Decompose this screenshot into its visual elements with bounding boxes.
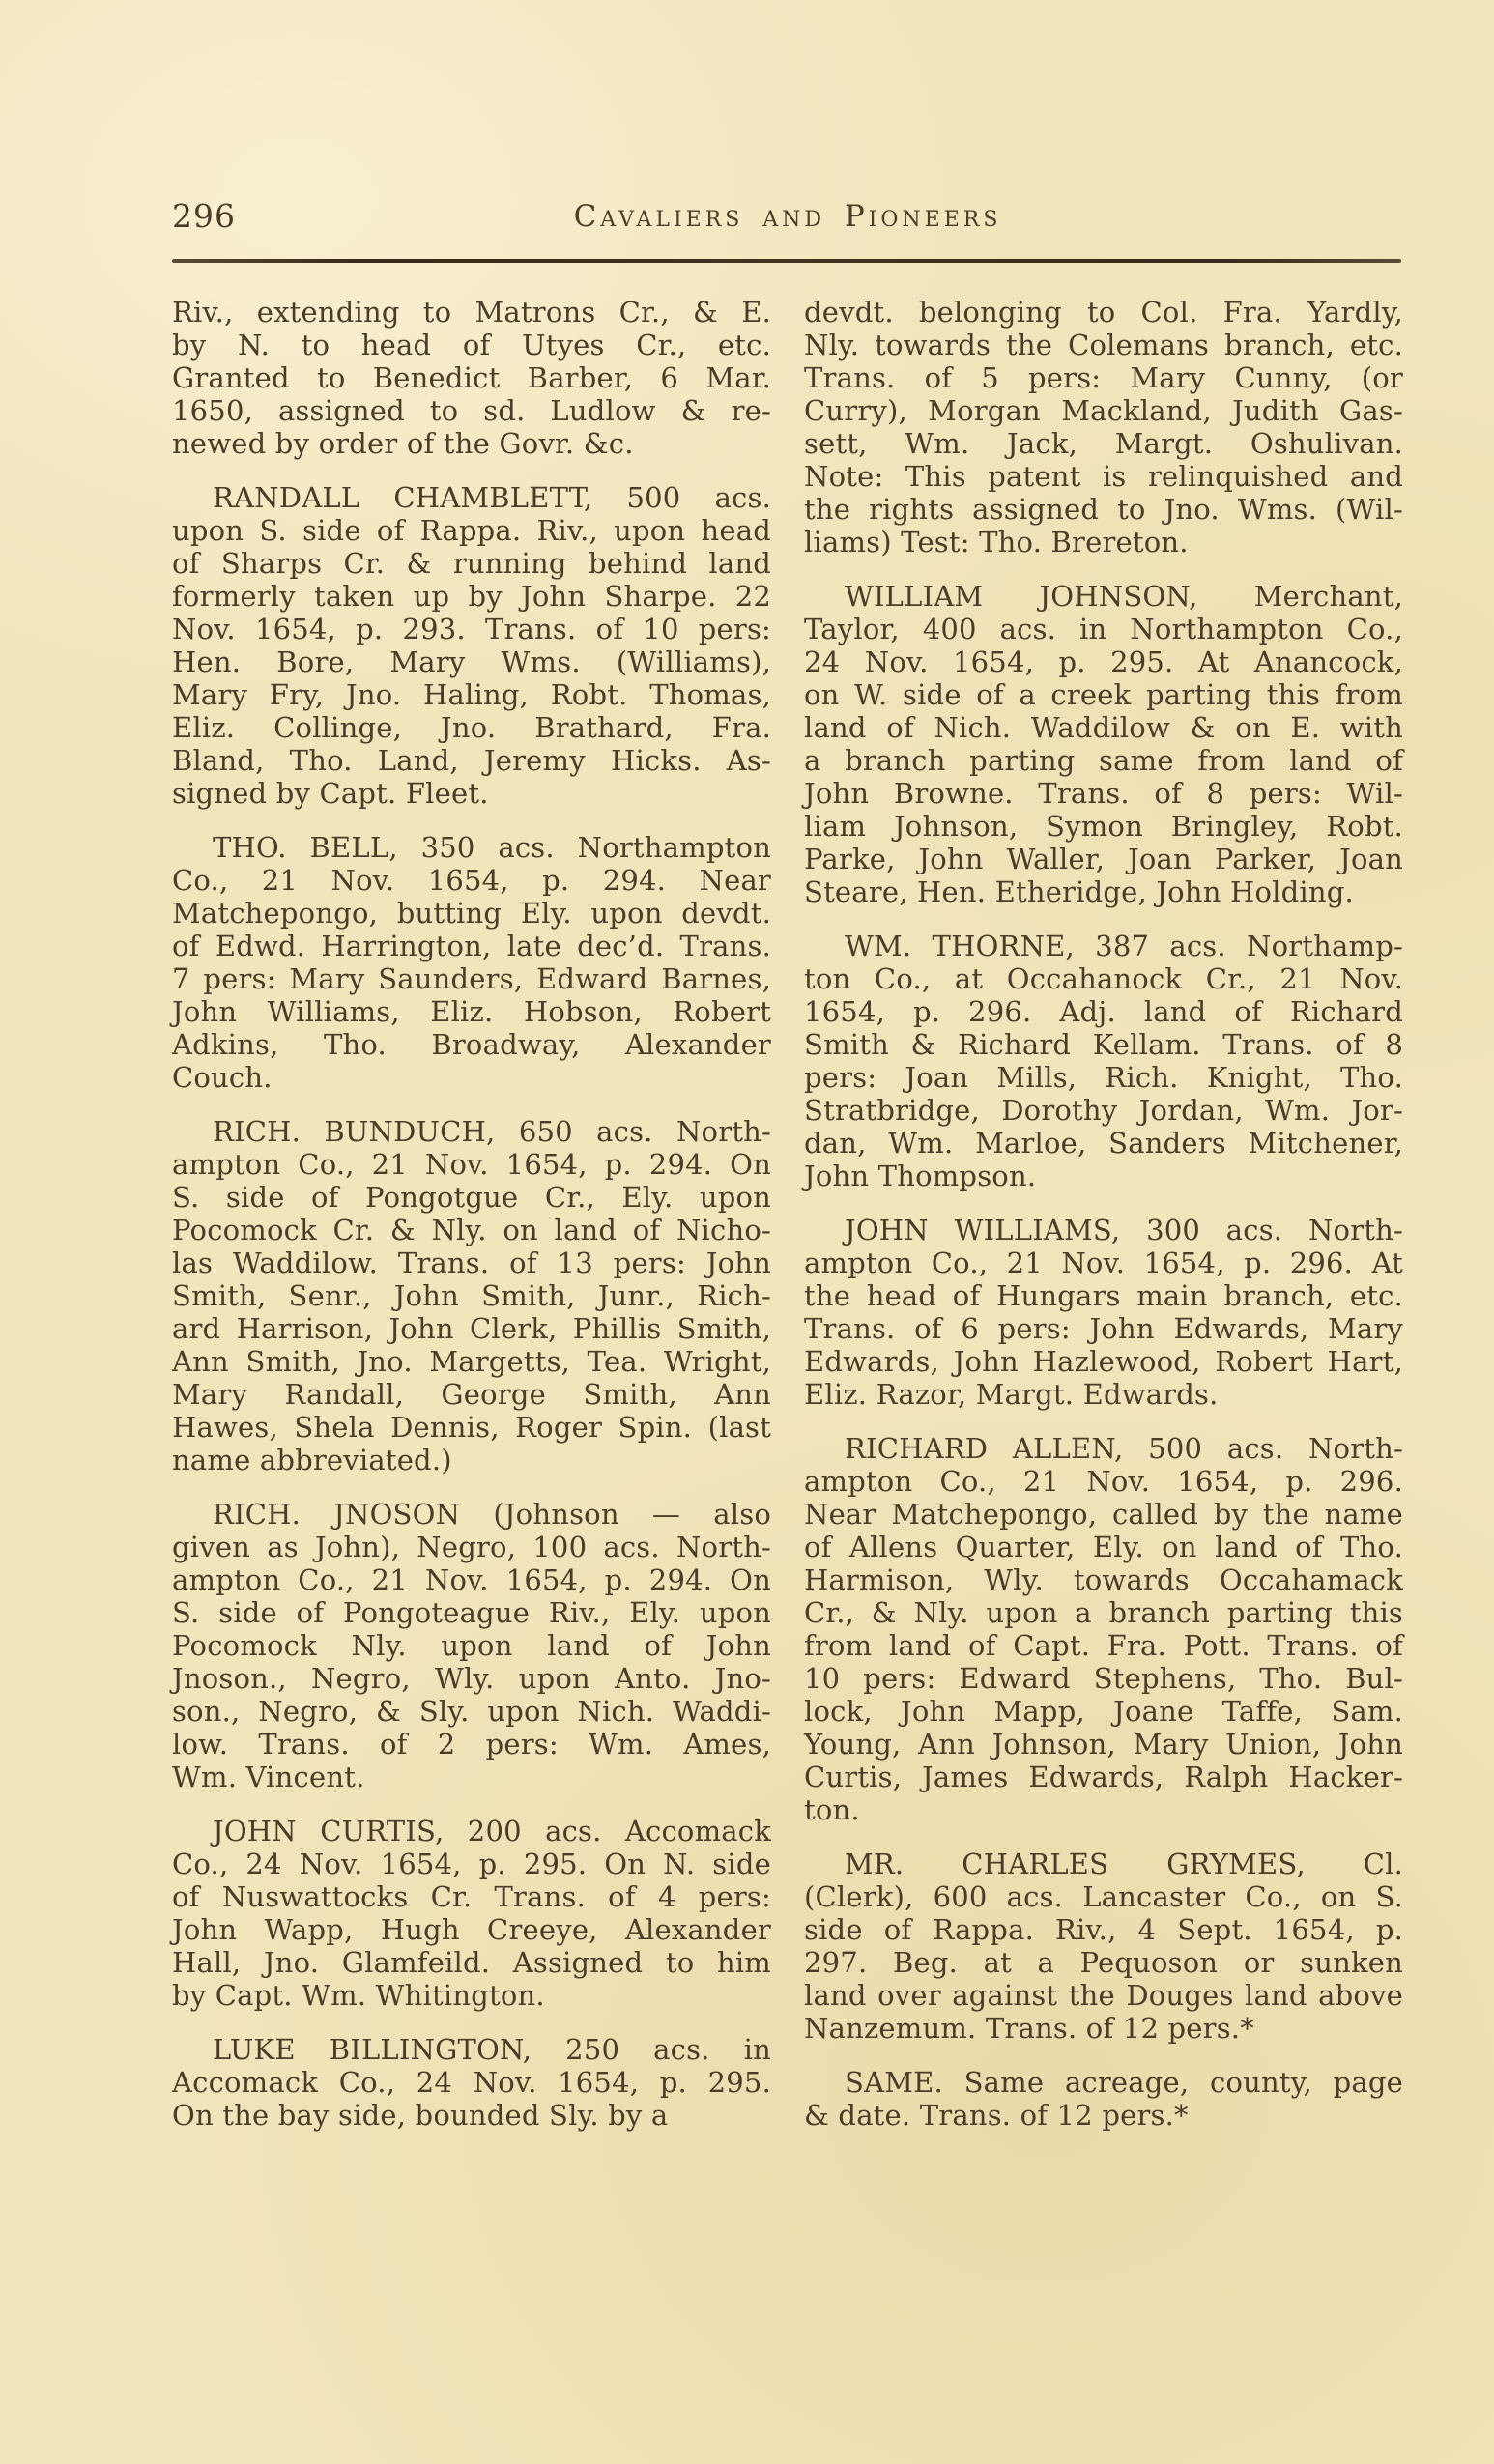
header-rule <box>172 259 1401 263</box>
text-line: ton. <box>804 1793 860 1826</box>
text-line: Nanzemum. Trans. of 12 pers.* <box>804 2012 1254 2045</box>
text-line: JOHN WILLIAMS, 300 acs. North- <box>845 1214 1403 1246</box>
text-line: S. side of Pongoteague Riv., Ely. upon <box>172 1596 771 1629</box>
text-line: the rights assigned to Jno. Wms. (Wil- <box>804 493 1403 526</box>
text-line: of Sharps Cr. & running behind land <box>172 547 771 580</box>
text-line: Pocomock Cr. & Nly. on land of Nicho- <box>172 1214 771 1246</box>
text-line: Co., 24 Nov. 1654, p. 295. On N. side <box>172 1848 771 1880</box>
text-line: a branch parting same from land of <box>804 744 1403 777</box>
text-line: liam Johnson, Symon Bringley, Robt. <box>804 810 1403 843</box>
paragraph <box>804 296 1403 559</box>
text-line: Near Matchepongo, called by the name <box>804 1498 1403 1531</box>
paragraph <box>804 1432 1403 1826</box>
text-line: 10 pers: Edward Stephens, Tho. Bul- <box>804 1662 1403 1695</box>
text-line: Pocomock Nly. upon land of John <box>172 1629 771 1662</box>
paragraph <box>172 481 771 810</box>
text-line: 1650, assigned to sd. Ludlow & re- <box>172 394 771 427</box>
text-line: 7 pers: Mary Saunders, Edward Barnes, <box>172 962 771 995</box>
text-line: JOHN CURTIS, 200 acs. Accomack <box>213 1815 771 1848</box>
text-line: On the bay side, bounded Sly. by a <box>172 2099 669 2132</box>
text-line: John Wapp, Hugh Creeye, Alexander <box>172 1913 771 1946</box>
text-line: RICH. BUNDUCH, 650 acs. North- <box>213 1115 771 1148</box>
text-line: THO. BELL, 350 acs. Northampton <box>213 831 771 864</box>
text-line: Eliz. Razor, Margt. Edwards. <box>804 1378 1219 1411</box>
text-line: formerly taken up by John Sharpe. 22 <box>172 580 771 613</box>
paragraph <box>172 831 771 1094</box>
text-line: of Nuswattocks Cr. Trans. of 4 pers: <box>172 1880 771 1913</box>
text-line: 1654, p. 296. Adj. land of Richard <box>804 995 1403 1028</box>
text-line: by N. to head of Utyes Cr., etc. <box>172 329 771 361</box>
text-line: ampton Co., 21 Nov. 1654, p. 294. On <box>172 1563 771 1596</box>
text-line: Nly. towards the Colemans branch, etc. <box>804 329 1403 361</box>
text-line: 24 Nov. 1654, p. 295. At Anancock, <box>804 645 1403 678</box>
text-line: Adkins, Tho. Broadway, Alexander <box>172 1028 771 1061</box>
text-line: Hen. Bore, Mary Wms. (Williams), <box>172 645 771 678</box>
paragraph <box>804 580 1403 908</box>
text-line: Eliz. Collinge, Jno. Brathard, Fra. <box>172 711 771 744</box>
text-line: Young, Ann Johnson, Mary Union, John <box>804 1728 1403 1761</box>
text-line: upon S. side of Rappa. Riv., upon head <box>172 514 771 547</box>
text-line: side of Rappa. Riv., 4 Sept. 1654, p. <box>804 1913 1403 1946</box>
text-columns <box>172 296 1403 2153</box>
text-line: Smith & Richard Kellam. Trans. of 8 <box>804 1028 1403 1061</box>
text-line: RANDALL CHAMBLETT, 500 acs. <box>213 481 771 514</box>
text-line: Taylor, 400 acs. in Northampton Co., <box>804 613 1403 645</box>
text-line: Smith, Senr., John Smith, Junr., Rich- <box>172 1279 771 1312</box>
text-line: from land of Capt. Fra. Pott. Trans. of <box>804 1629 1403 1662</box>
text-line: John Williams, Eliz. Hobson, Robert <box>172 995 771 1028</box>
text-line: ton Co., at Occahanock Cr., 21 Nov. <box>804 962 1403 995</box>
text-line: 297. Beg. at a Pequoson or sunken <box>804 1946 1403 1979</box>
text-line: the head of Hungars main branch, etc. <box>804 1279 1403 1312</box>
text-line: Stratbridge, Dorothy Jordan, Wm. Jor- <box>804 1094 1403 1127</box>
text-line: devdt. belonging to Col. Fra. Yardly, <box>804 296 1403 329</box>
text-line: land of Nich. Waddilow & on E. with <box>804 711 1403 744</box>
text-line: MR. CHARLES GRYMES, Cl. <box>845 1848 1403 1880</box>
text-line: on W. side of a creek parting this from <box>804 678 1403 711</box>
paragraph <box>172 1498 771 1793</box>
paragraph <box>804 2066 1403 2132</box>
text-line: Wm. Vincent. <box>172 1761 365 1793</box>
text-line: liams) Test: Tho. Brereton. <box>804 526 1189 559</box>
text-line: Matchepongo, butting Ely. upon devdt. <box>172 897 771 930</box>
paragraph <box>804 1848 1403 2045</box>
left-column <box>172 296 771 2153</box>
text-line: ard Harrison, John Clerk, Phillis Smith, <box>172 1312 771 1345</box>
text-line: Co., 21 Nov. 1654, p. 294. Near <box>172 864 771 897</box>
paragraph <box>804 1214 1403 1411</box>
text-line: land over against the Douges land above <box>804 1979 1403 2012</box>
paragraph <box>172 296 771 460</box>
page-number: 296 <box>172 197 236 235</box>
text-line: dan, Wm. Marloe, Sanders Mitchener, <box>804 1127 1403 1160</box>
right-column <box>804 296 1403 2153</box>
text-line: Ann Smith, Jno. Margetts, Tea. Wright, <box>172 1345 771 1378</box>
text-line: S. side of Pongotgue Cr., Ely. upon <box>172 1181 771 1214</box>
text-line: Accomack Co., 24 Nov. 1654, p. 295. <box>172 2066 771 2099</box>
text-line: LUKE BILLINGTON, 250 acs. in <box>213 2033 771 2066</box>
text-line: WM. THORNE, 387 acs. Northamp- <box>845 930 1403 962</box>
text-line: Trans. of 5 pers: Mary Cunny, (or <box>804 361 1403 394</box>
text-line: SAME. Same acreage, county, page <box>845 2066 1403 2099</box>
text-line: of Edwd. Harrington, late dec’d. Trans. <box>172 930 771 962</box>
text-line: Edwards, John Hazlewood, Robert Hart, <box>804 1345 1403 1378</box>
text-line: las Waddilow. Trans. of 13 pers: John <box>172 1246 771 1279</box>
text-line: of Allens Quarter, Ely. on land of Tho. <box>804 1531 1403 1563</box>
running-header <box>172 197 1403 245</box>
text-line: RICHARD ALLEN, 500 acs. North- <box>845 1432 1403 1465</box>
text-line: pers: Joan Mills, Rich. Knight, Tho. <box>804 1061 1403 1094</box>
text-line: Curry), Morgan Mackland, Judith Gas- <box>804 394 1403 427</box>
text-line: sett, Wm. Jack, Margt. Oshulivan. <box>804 427 1403 460</box>
text-line: Hall, Jno. Glamfeild. Assigned to him <box>172 1946 771 1979</box>
paragraph <box>172 1115 771 1476</box>
text-line: low. Trans. of 2 pers: Wm. Ames, <box>172 1728 771 1761</box>
text-line: signed by Capt. Fleet. <box>172 777 489 810</box>
text-line: ampton Co., 21 Nov. 1654, p. 296. <box>804 1465 1403 1498</box>
text-line: John Thompson. <box>804 1160 1037 1192</box>
text-line: ampton Co., 21 Nov. 1654, p. 294. On <box>172 1148 771 1181</box>
text-line: given as John), Negro, 100 acs. North- <box>172 1531 771 1563</box>
running-title: Cavaliers and Pioneers <box>573 199 1002 234</box>
text-line: Parke, John Waller, Joan Parker, Joan <box>804 843 1403 875</box>
text-line: Bland, Tho. Land, Jeremy Hicks. As- <box>172 744 771 777</box>
text-line: name abbreviated.) <box>172 1444 452 1476</box>
text-line: lock, John Mapp, Joane Taffe, Sam. <box>804 1695 1403 1728</box>
text-line: Trans. of 6 pers: John Edwards, Mary <box>804 1312 1403 1345</box>
text-line: Riv., extending to Matrons Cr., & E. <box>172 296 771 329</box>
text-line: (Clerk), 600 acs. Lancaster Co., on S. <box>804 1880 1403 1913</box>
text-line: RICH. JNOSON (Johnson — also <box>213 1498 771 1531</box>
text-line: by Capt. Wm. Whitington. <box>172 1979 545 2012</box>
text-line: Nov. 1654, p. 293. Trans. of 10 pers: <box>172 613 771 645</box>
text-line: Couch. <box>172 1061 273 1094</box>
text-line: Note: This patent is relinquished and <box>804 460 1403 493</box>
text-line: WILLIAM JOHNSON, Merchant, <box>845 580 1403 613</box>
text-line: Hawes, Shela Dennis, Roger Spin. (last <box>172 1411 771 1444</box>
text-line: Mary Fry, Jno. Haling, Robt. Thomas, <box>172 678 771 711</box>
text-line: Harmison, Wly. towards Occahamack <box>804 1563 1403 1596</box>
text-line: John Browne. Trans. of 8 pers: Wil- <box>804 777 1403 810</box>
text-line: Steare, Hen. Etheridge, John Holding. <box>804 875 1354 908</box>
text-line: Jnoson., Negro, Wly. upon Anto. Jno- <box>172 1662 771 1695</box>
text-line: Cr., & Nly. upon a branch parting this <box>804 1596 1403 1629</box>
text-line: newed by order of the Govr. &c. <box>172 427 634 460</box>
text-line: Curtis, James Edwards, Ralph Hacker- <box>804 1761 1403 1793</box>
text-line: son., Negro, & Sly. upon Nich. Waddi- <box>172 1695 771 1728</box>
paragraph <box>172 1815 771 2012</box>
text-line: Mary Randall, George Smith, Ann <box>172 1378 771 1411</box>
paragraph <box>804 930 1403 1192</box>
paragraph <box>172 2033 771 2132</box>
text-line: ampton Co., 21 Nov. 1654, p. 296. At <box>804 1246 1403 1279</box>
text-line: & date. Trans. of 12 pers.* <box>804 2099 1189 2132</box>
text-line: Granted to Benedict Barber, 6 Mar. <box>172 361 771 394</box>
